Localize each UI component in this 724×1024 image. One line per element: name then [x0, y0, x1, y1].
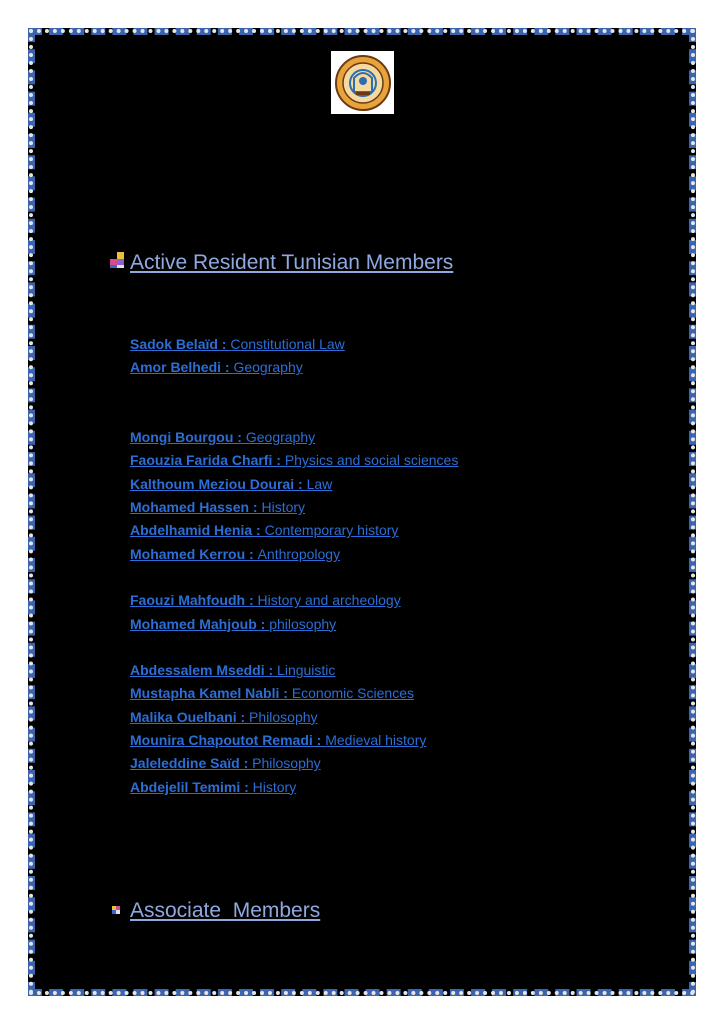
section-title: Associate Members: [130, 898, 321, 922]
list-spacer: [130, 380, 650, 403]
member-item[interactable]: Mohamed Hassen : History: [130, 499, 306, 516]
member-item[interactable]: Mongi Bourgou : Geography: [130, 429, 316, 446]
section-heading-resident[interactable]: [108, 250, 453, 275]
colored-square-bullet-icon: [108, 250, 128, 275]
member-item[interactable]: Kalthoum Meziou Dourai : Law: [130, 475, 333, 492]
member-item[interactable]: Abdejelil Temimi : History: [130, 778, 297, 795]
member-item[interactable]: Jaleleddine Saïd : Philosophy: [130, 755, 321, 772]
member-item[interactable]: Amor Belhedi : Geography: [130, 359, 303, 376]
member-item[interactable]: Faouzi Mahfoudh : History and archeology: [130, 592, 401, 609]
member-item[interactable]: Mustapha Kamel Nabli : Economic Sciences: [130, 685, 414, 702]
member-item[interactable]: Mounira Chapoutot Remadi : Medieval history: [130, 732, 427, 749]
member-list: [130, 333, 650, 799]
member-item[interactable]: Abdelhamid Henia : Contemporary history: [130, 522, 399, 539]
section-title: Active Resident Tunisian Members: [130, 250, 454, 274]
member-item[interactable]: Mohamed Kerrou : Anthropology: [130, 545, 341, 562]
list-spacer: [130, 636, 650, 659]
member-item[interactable]: Faouzia Farida Charfi : Physics and social sciences: [130, 452, 459, 469]
seal-logo-icon: [331, 51, 394, 114]
member-item[interactable]: Mohamed Mahjoub : philosophy: [130, 615, 337, 632]
section-heading-associate[interactable]: [108, 898, 320, 923]
list-spacer: [130, 403, 650, 426]
list-spacer: [130, 566, 650, 589]
member-item[interactable]: Sadok Belaïd : Constitutional Law: [130, 336, 345, 352]
member-item[interactable]: Malika Ouelbani : Philosophy: [130, 708, 318, 725]
member-item[interactable]: Abdessalem Mseddi : Linguistic: [130, 662, 336, 679]
small-flag-bullet-icon: [108, 898, 128, 923]
